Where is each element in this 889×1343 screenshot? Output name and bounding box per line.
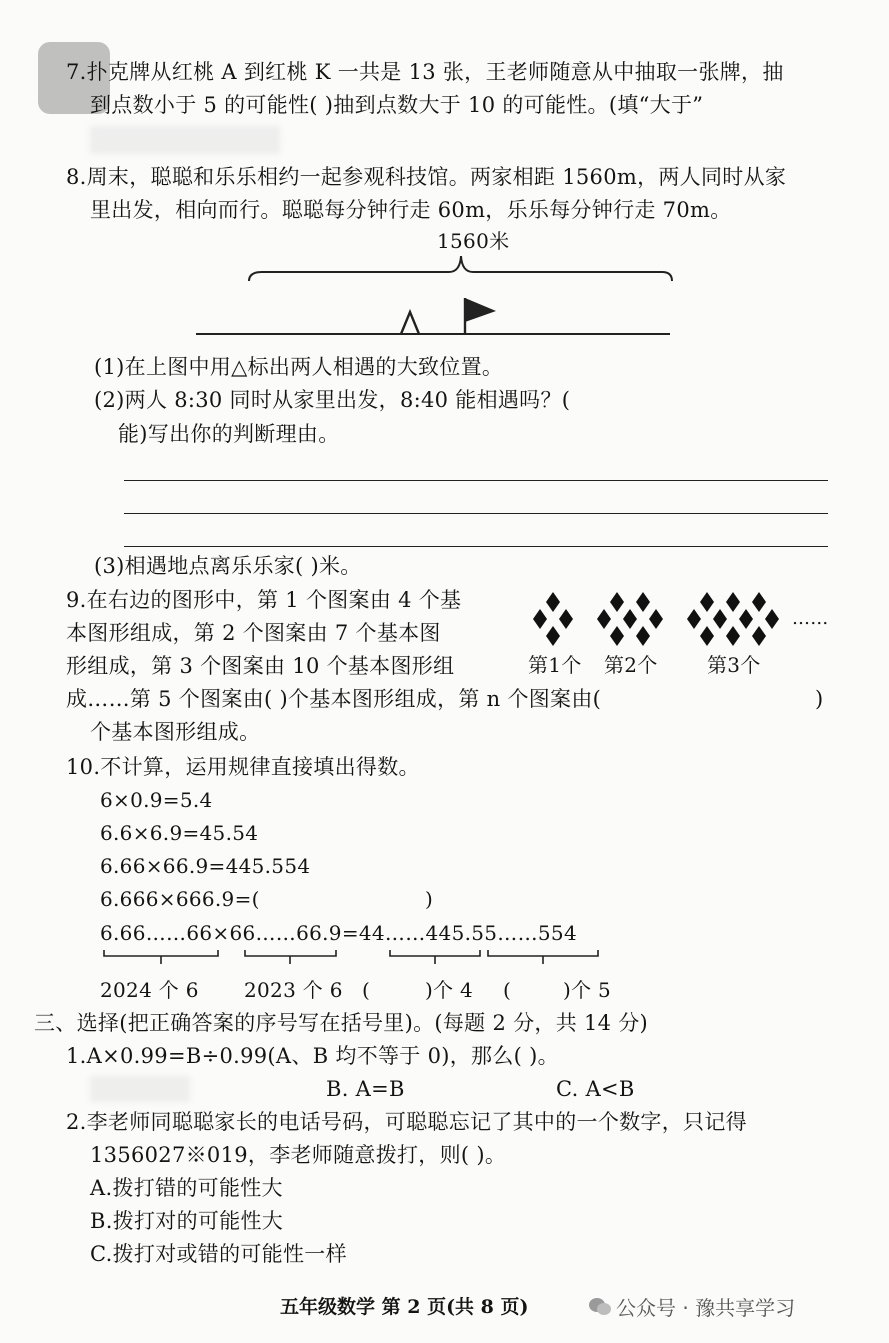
q10-title: 10.不计算，运用规律直接填出得数。 [66, 755, 420, 779]
s3-q2-option-b: B.拨打对的可能性大 [90, 1209, 284, 1233]
s3-q2-line-2: 1356027※019，李老师随意拨打，则( )。 [90, 1143, 507, 1167]
q7-line-2: 到点数小于 5 的可能性( )抽到点数大于 10 的可能性。(填“大于” [90, 93, 704, 117]
s3-q1-option-c: C. A<B [556, 1077, 635, 1101]
q10-label-2: 2023 个 6 [244, 978, 343, 1002]
pattern-label-1: 第1个 [528, 653, 582, 677]
q8-line-2: 里出发，相向而行。聪聪每分钟行走 60m，乐乐每分钟行走 70m。 [90, 198, 732, 222]
q10-label-1: 2024 个 6 [100, 978, 199, 1002]
blurred-option-a [90, 1076, 190, 1102]
wechat-icon [588, 1296, 612, 1318]
q10-eq-5: 6.66……66×66……66.9=44……445.55……554 [100, 921, 577, 945]
brace-3 [390, 950, 480, 964]
s3-q2-line-1: 2.李老师同聪聪家长的电话号码，可聪聪忘记了其中的一个数字，只记得 [66, 1110, 747, 1134]
page-footer [0, 1292, 889, 1322]
q9-line-4: 成……第 5 个图案由( )个基本图形组成，第 n 个图案由( [66, 687, 602, 711]
q10-eq-4-close: ) [425, 887, 434, 911]
q10-label-4-open: ( [503, 978, 512, 1002]
q9-line-5: 个基本图形组成。 [90, 720, 261, 744]
q9-line-1: 9.在右边的图形中，第 1 个图案由 4 个基 [66, 588, 462, 612]
q7-line-1: 7.扑克牌从红桃 A 到红桃 K 一共是 13 张，王老师随意从中抽取一张牌，抽 [66, 60, 784, 84]
pattern-label-3: 第3个 [707, 653, 761, 677]
pattern-label-2: 第2个 [604, 653, 658, 677]
q10-eq-1: 6×0.9=5.4 [100, 788, 213, 812]
q10-eq-2: 6.6×6.9=45.54 [100, 821, 259, 845]
brace-2 [245, 950, 336, 964]
q10-label-4: )个 5 [563, 978, 612, 1002]
q10-label-3-open: ( [362, 978, 371, 1002]
brace-4 [488, 950, 598, 964]
q8-sub-2-line-1: (2)两人 8:30 同时从家里出发，8:40 能相遇吗？( [94, 388, 571, 412]
q9-line-4-close: ) [815, 687, 824, 711]
q10-eq-4: 6.666×666.9=( [100, 887, 260, 911]
footer-page-info: 五年级数学 第 2 页(共 8 页) [280, 1296, 529, 1318]
section-3-title: 三、选择(把正确答案的序号写在括号里)。(每题 2 分，共 14 分) [34, 1011, 649, 1035]
pattern-ellipsis: …… [792, 608, 829, 629]
s3-q1: 1.A×0.99=B÷0.99(A、B 均不等于 0)，那么( )。 [66, 1044, 559, 1068]
q8-sub-3: (3)相遇地点离乐乐家( )米。 [94, 554, 362, 578]
q9-line-2: 本图形组成，第 2 个图案由 7 个基本图 [66, 621, 441, 645]
brace-1 [104, 950, 218, 964]
s3-q1-option-b: B. A=B [326, 1077, 405, 1101]
q8-line-1: 8.周末，聪聪和乐乐相约一起参观科技馆。两家相距 1560m，两人同时从家 [66, 165, 787, 189]
s3-q2-option-a: A.拨打错的可能性大 [90, 1176, 283, 1200]
distance-label: 1560米 [437, 229, 510, 253]
footer-watermark: 公众号 · 豫共享学习 [616, 1296, 796, 1320]
q9-line-3: 形组成，第 3 个图案由 10 个基本图形组 [66, 654, 455, 678]
q8-sub-1: (1)在上图中用△标出两人相遇的大致位置。 [94, 355, 504, 379]
q10-eq-3: 6.66×66.9=445.554 [100, 854, 311, 878]
q10-label-3: )个 4 [425, 978, 474, 1002]
q8-sub-2-line-2: 能)写出你的判断理由。 [118, 422, 340, 446]
s3-q2-option-c: C.拨打对或错的可能性一样 [90, 1242, 347, 1266]
